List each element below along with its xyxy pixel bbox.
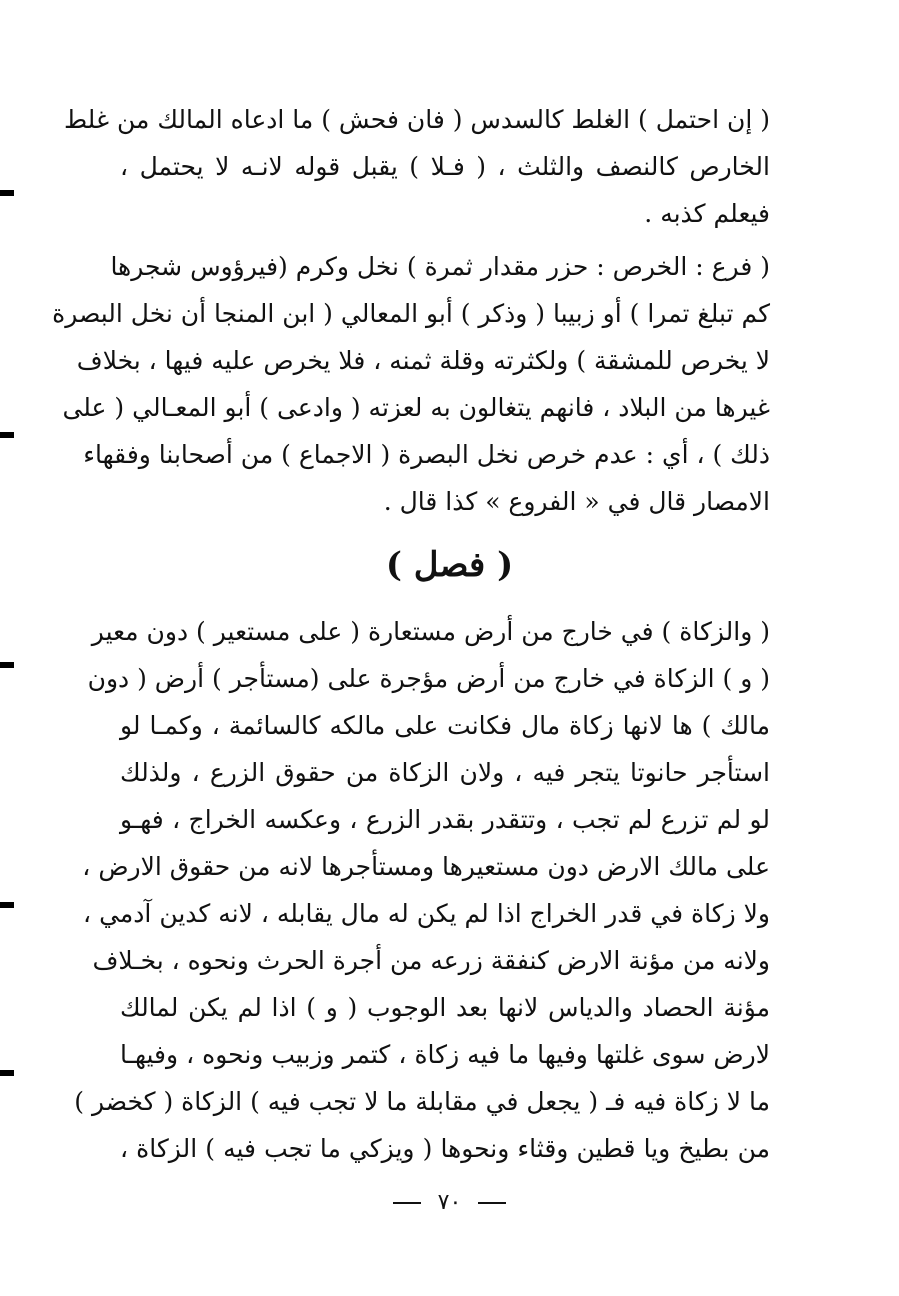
text-line: مالك ) ها لانها زكاة مال فكانت على مالكه كالسائمة ، وكمـا لو <box>120 711 770 740</box>
text-line: غيرها من البلاد ، فانهم يتغالون به لعزته ( وادعى ) أبو المعـالي ( على <box>62 393 770 422</box>
section-heading: ( فصل ) <box>385 545 514 585</box>
text-line: مؤنة الحصاد والدياس لانها بعد الوجوب ( و ) اذا لم يكن لمالك <box>120 993 770 1022</box>
text-line: ذلك ) ، أي : عدم خرص نخل البصرة ( الاجماع ) من أصحابنا وفقهاء <box>83 440 770 469</box>
dash-left <box>478 1202 506 1204</box>
text-line: ( فرع : الخرص : حزر مقدار ثمرة ) نخل وكرم (فيرؤوس شجرها <box>110 252 770 281</box>
page-number <box>0 1188 899 1218</box>
text-line: من بطيخ ويا قطين وقثاء ونحوها ( ويزكي ما تجب فيه ) الزكاة ، <box>120 1134 770 1163</box>
text-line: ولانه من مؤنة الارض كنفقة زرعه من أجرة الحرث ونحوه ، بخـلاف <box>92 946 770 975</box>
scan-mark <box>0 902 14 908</box>
scan-mark <box>0 190 14 196</box>
paragraph-3 <box>74 608 770 1172</box>
text-line: كم تبلغ تمرا ) أو زبيبا ( وذكر ) أبو المعالي ( ابن المنجا أن نخل البصرة <box>52 299 770 328</box>
text-line: ( إن احتمل ) الغلط كالسدس ( فان فحش ) ما ادعاه المالك من غلط <box>63 105 770 134</box>
paragraph-1 <box>63 96 770 237</box>
text-line: استأجر حانوتا يتجر فيه ، ولان الزكاة من حقوق الزرع ، ولذلك <box>120 758 770 787</box>
page-number-value: ٧٠ <box>437 1190 462 1215</box>
scan-mark <box>0 662 14 668</box>
text-line: الخارص كالنصف والثلث ، ( فـلا ) يقبل قوله لانـه لا يحتمل ، <box>120 152 770 181</box>
dash-right <box>393 1202 421 1204</box>
text-line: الامصار قال في « الفروع » كذا قال . <box>383 487 770 516</box>
text-line: لارض سوى غلتها وفيها ما فيه زكاة ، كتمر وزبيب ونحوه ، وفيهـا <box>120 1040 770 1069</box>
text-line: لا يخرص للمشقة ) ولكثرته وقلة ثمنه ، فلا يخرص عليه فيها ، بخلاف <box>76 346 770 375</box>
text-line: ما لا زكاة فيه فـ ( يجعل في مقابلة ما لا تجب فيه ) الزكاة ( كخضر ) <box>74 1087 770 1116</box>
text-line: فيعلم كذبه . <box>644 199 770 228</box>
text-line: لو لم تزرع لم تجب ، وتتقدر بقدر الزرع ، وعكسه الخراج ، فهـو <box>120 805 770 834</box>
text-line: ( والزكاة ) في خارج من أرض مستعارة ( على مستعير ) دون معير <box>91 617 770 646</box>
scan-mark <box>0 1070 14 1076</box>
text-line: ولا زكاة في قدر الخراج اذا لم يكن له مال يقابله ، لانه كدين آدمي ، <box>83 899 770 928</box>
scan-mark <box>0 432 14 438</box>
paragraph-2 <box>52 243 770 525</box>
text-line: على مالك الارض دون مستعيرها ومستأجرها لانه من حقوق الارض ، <box>82 852 770 881</box>
text-line: ( و ) الزكاة في خارج من أرض مؤجرة على (مستأجر ) أرض ( دون <box>87 664 770 693</box>
